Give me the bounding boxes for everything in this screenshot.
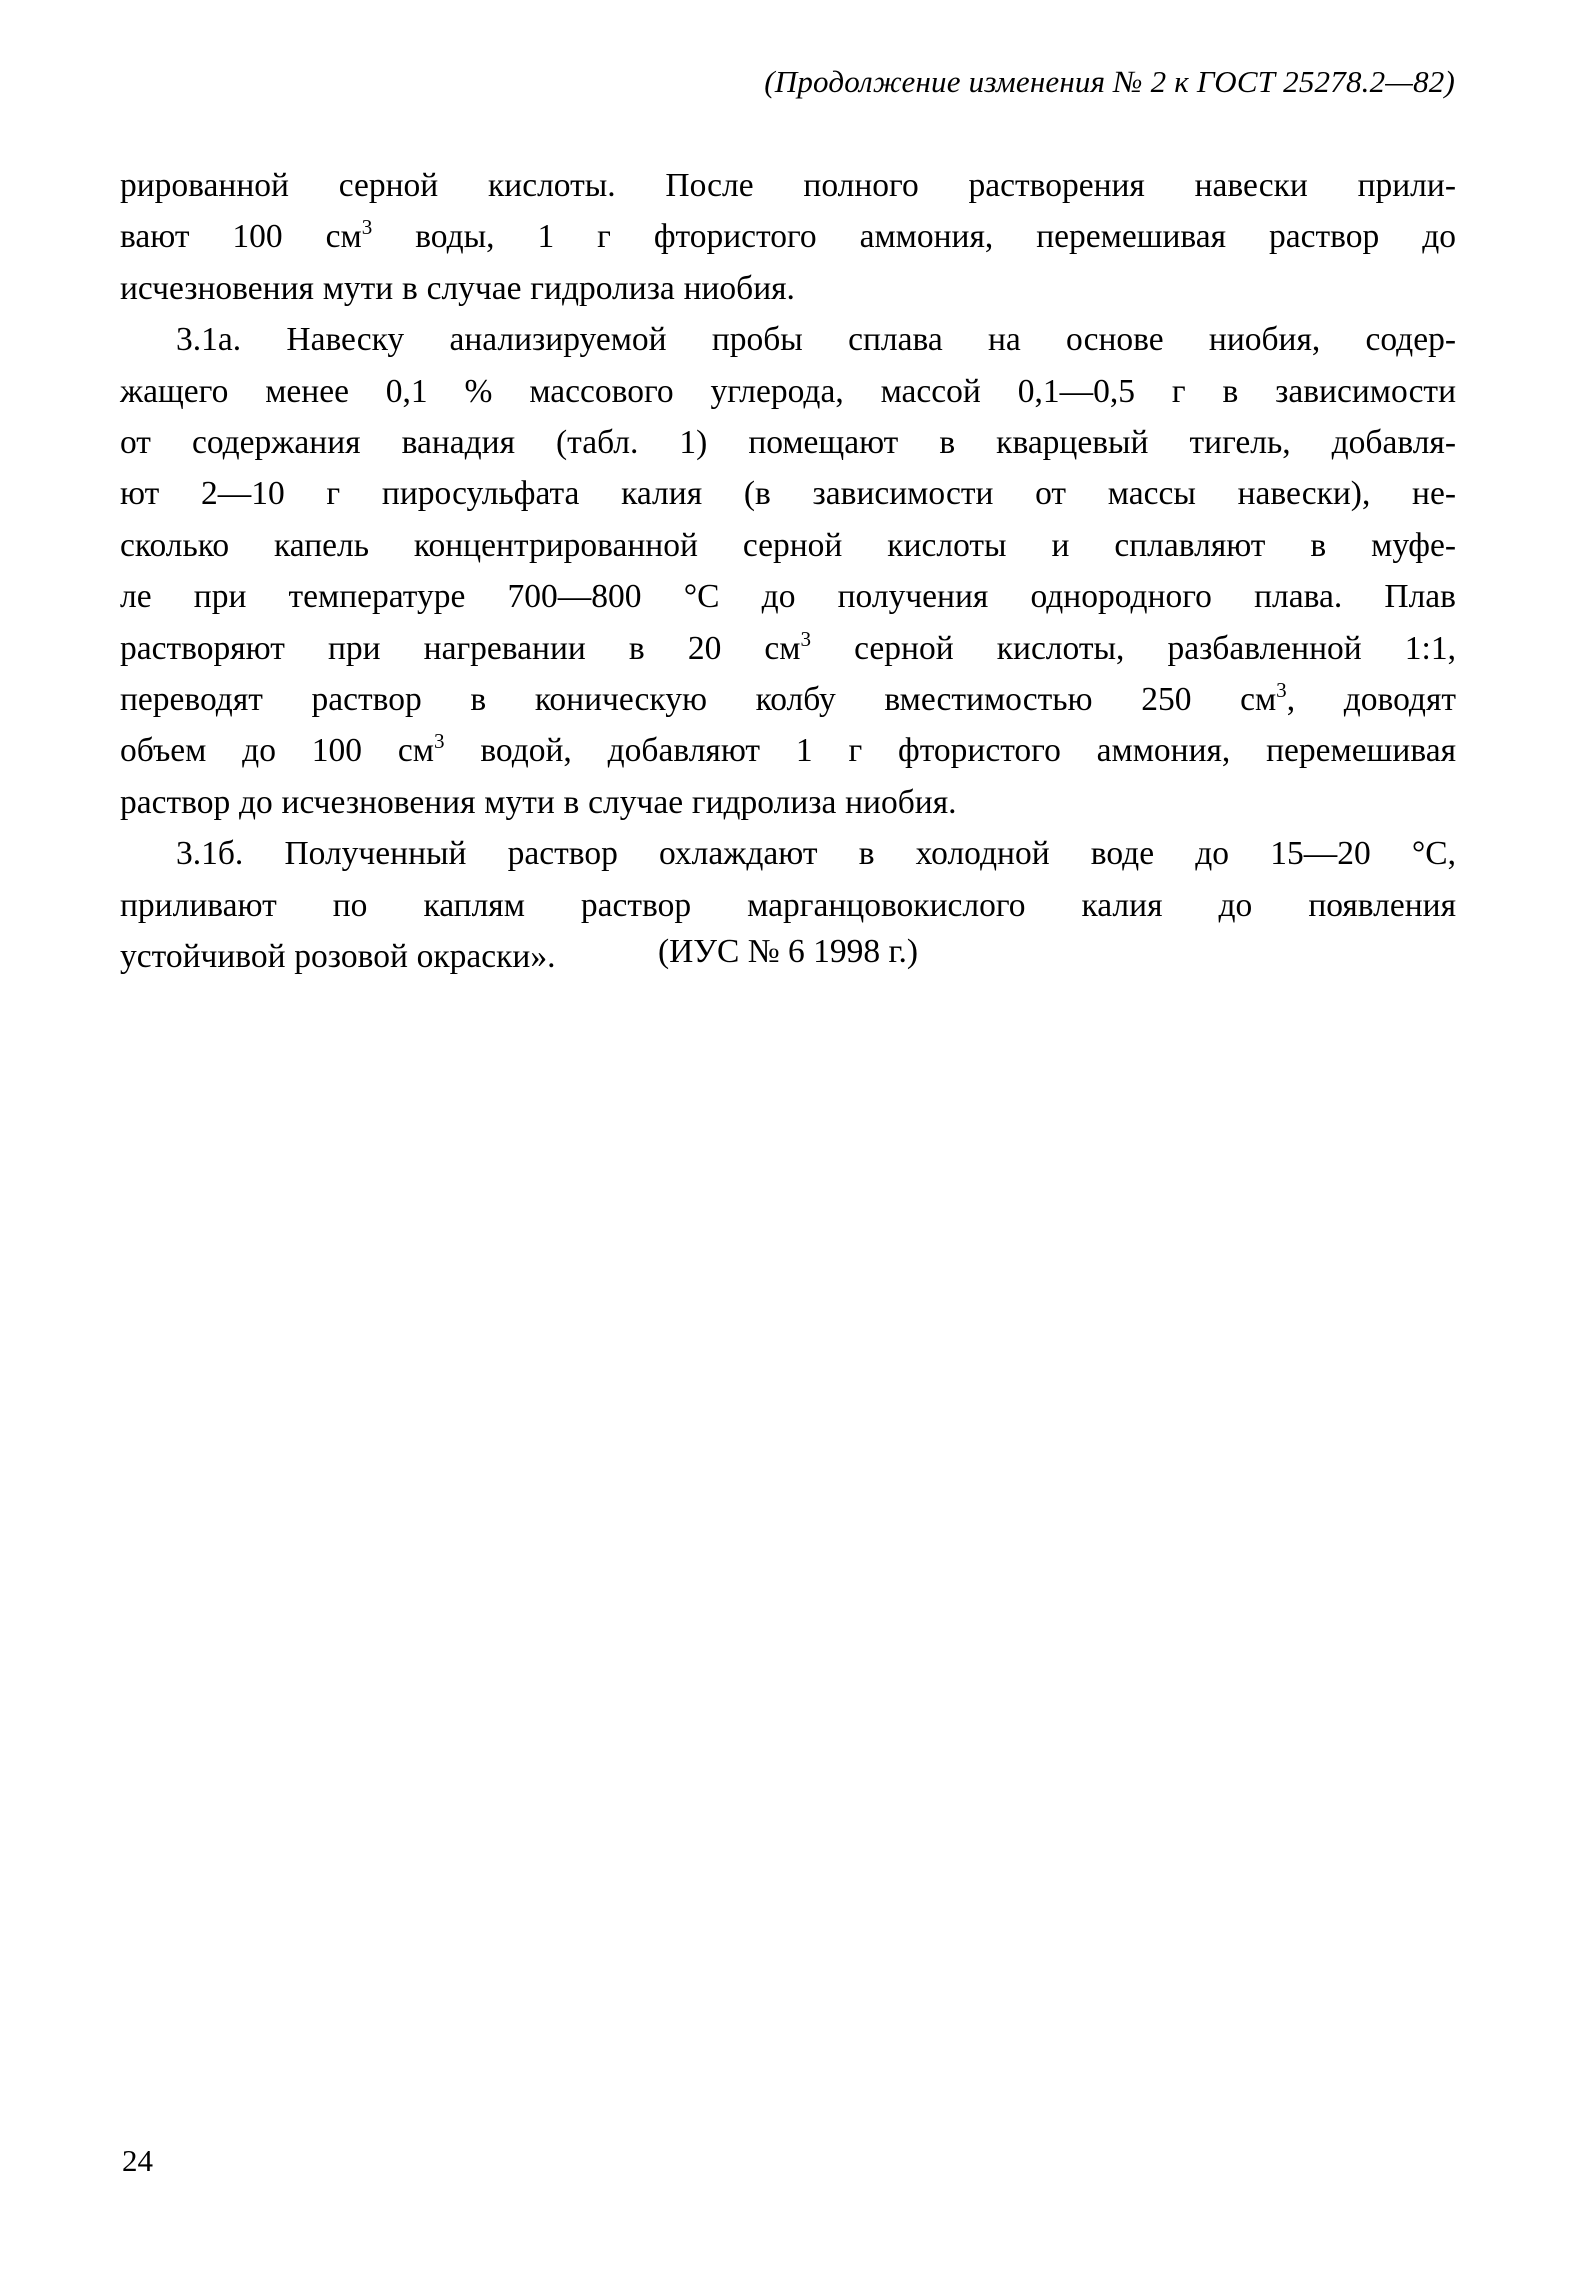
text-line: рированной серной кислоты. После полного растворения навески прили- — [120, 167, 1456, 204]
superscript-three: 3 — [800, 626, 812, 651]
superscript-three: 3 — [361, 215, 373, 240]
text-line: переводят раствор в коническую колбу вместимостью 250 $см^3$, доводят — [120, 677, 1456, 719]
body-text-block — [120, 160, 1456, 983]
text-line: приливают по каплям раствор марганцовокислого калия до появления — [120, 886, 1456, 924]
text-line: раствор до исчезновения мути в случае гидролиза ниобия. — [120, 783, 957, 821]
text-line: сколько капель концентрированной серной кислоты и сплавляют в муфе- — [120, 526, 1456, 564]
text-line: объем до 100 $см^3$ водой, добавляют 1 г фтористого аммония, перемешивая — [120, 729, 1456, 770]
text-line: 3.1а. Навеску анализируемой пробы сплава на основе ниобия, содер- — [176, 321, 1456, 359]
superscript-three: 3 — [433, 729, 445, 754]
ius-reference: (ИУС № 6 1998 г.) — [657, 933, 919, 970]
text-line: вают 100 $см^3$ воды, 1 г фтористого аммония, перемешивая раствор до — [120, 215, 1456, 256]
text-line: исчезновения мути в случае гидролиза ниобия. — [120, 269, 795, 307]
superscript-three: 3 — [1276, 677, 1287, 702]
text-line: растворяют при нагревании в 20 $см^3$ серной кислоты, разбавленной 1:1, — [120, 626, 1456, 667]
text-line: 3.1б. Полученный раствор охлаждают в холодной воде до 15—20 °С, — [176, 835, 1456, 873]
running-head: (Продолжение изменения № 2 к ГОСТ 25278.2—82) — [764, 64, 1455, 99]
paragraph-clause-3-1a — [120, 314, 1456, 828]
text-line: ле при температуре 700—800 °С до получения однородного плава. Плав — [120, 578, 1456, 616]
page-number: 24 — [122, 2143, 153, 2178]
text-line: устойчивой розовой окраски». — [120, 938, 556, 976]
text-line: жащего менее 0,1 % массового углерода, массой 0,1—0,5 г в зависимости — [120, 372, 1456, 410]
paragraph-continued — [120, 160, 1456, 314]
text-line: ют 2—10 г пиросульфата калия (в зависимости от массы навески), не- — [120, 475, 1456, 513]
text-line: от содержания ванадия (табл. 1) помещают в кварцевый тигель, добавля- — [120, 424, 1456, 462]
